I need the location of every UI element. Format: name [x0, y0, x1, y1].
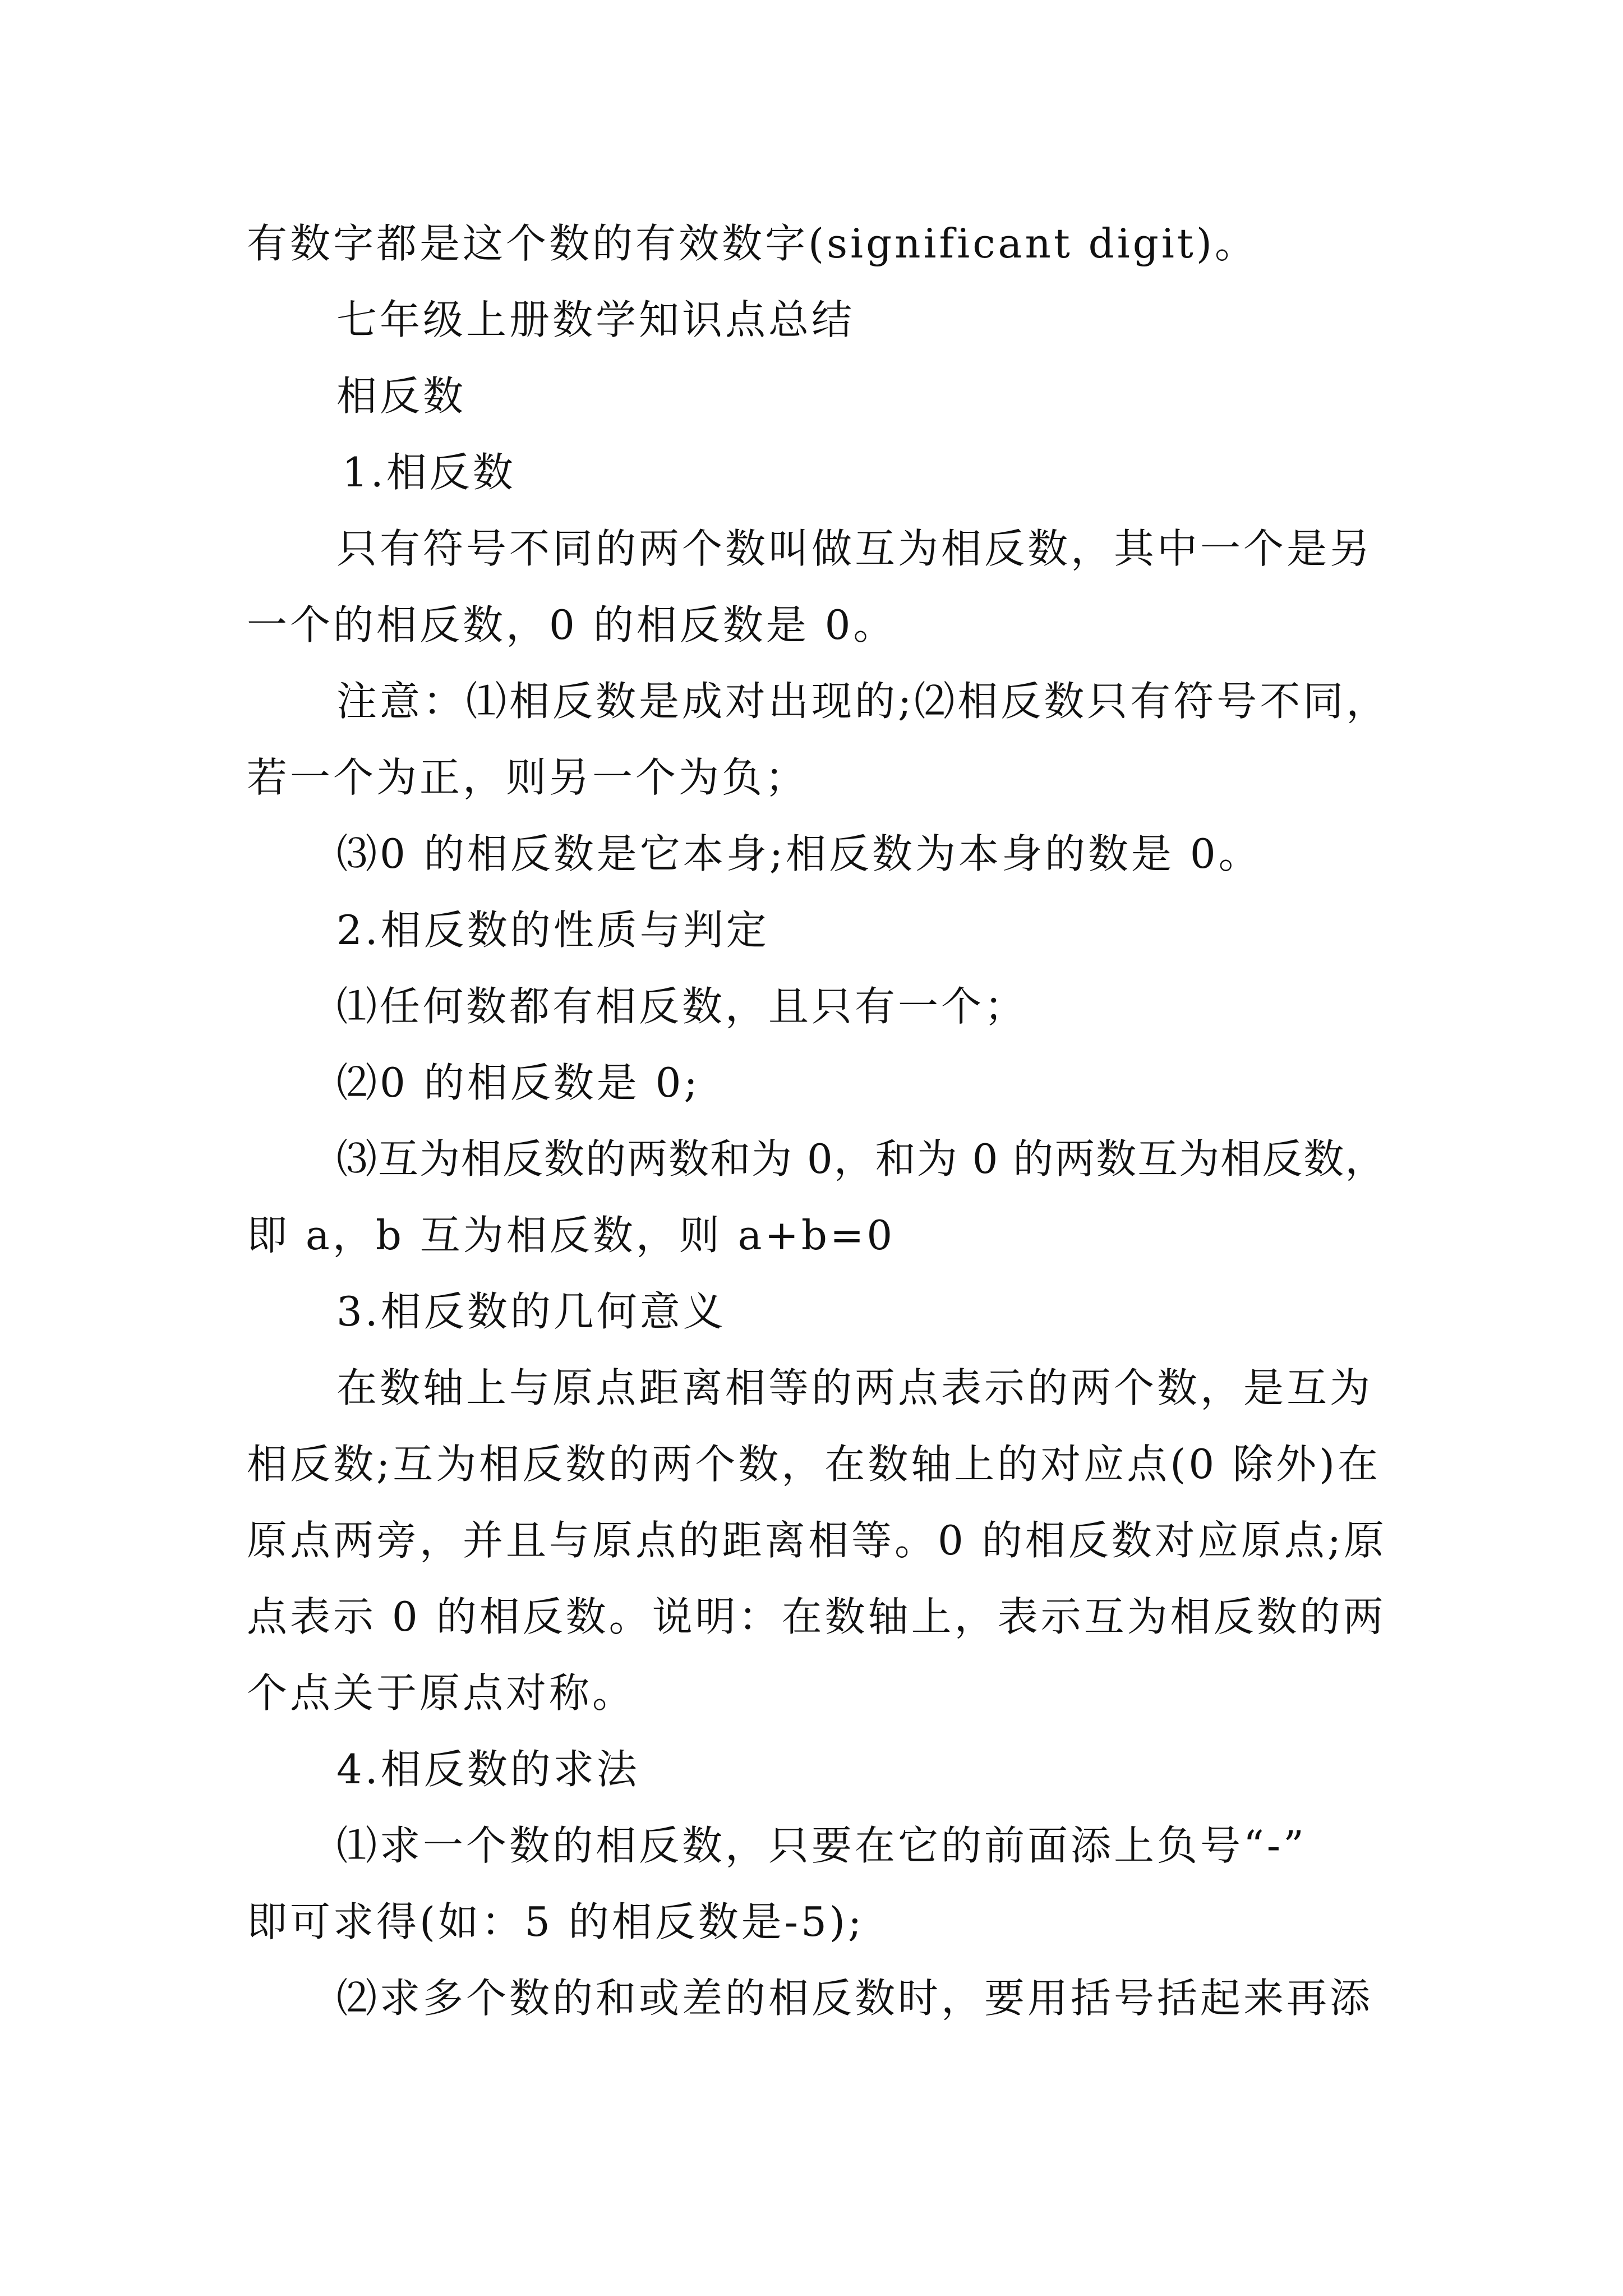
text-line: ⑵求多个数的和或差的相反数时，要用括号括起来再添	[336, 1975, 1373, 2022]
text-line: ⑵0 的相反数是 0;	[336, 1059, 700, 1106]
text-line: 即可求得(如：5 的相反数是-5);	[247, 1898, 865, 1945]
text-line: ⑶0 的相反数是它本身;相反数为本身的数是 0。	[336, 830, 1262, 877]
text-line: ⑴任何数都有相反数，且只有一个；	[336, 983, 1028, 1030]
text-line: 即 a，b 互为相反数，则 a+b=0	[247, 1212, 896, 1259]
section-title: 七年级上册数学知识点总结	[336, 296, 855, 343]
text-line: ⑶互为相反数的两数和为 0，和为 0 的两数互为相反数，	[336, 1135, 1387, 1182]
text-line: 点表示 0 的相反数。说明：在数轴上，表示互为相反数的两	[247, 1593, 1386, 1640]
heading: 相反数	[336, 372, 467, 420]
text-line: 只有符号不同的两个数叫做互为相反数，其中一个是另	[336, 525, 1373, 572]
subheading: 4.相反数的求法	[336, 1746, 640, 1793]
text-line: 若一个为正，则另一个为负；	[247, 754, 809, 801]
text-line: 相反数;互为相反数的两个数，在数轴上的对应点(0 除外)在	[247, 1441, 1381, 1488]
subheading: 2.相反数的性质与判定	[336, 907, 769, 954]
subheading: 1.相反数	[342, 449, 516, 496]
text-line: 注意：⑴相反数是成对出现的;⑵相反数只有符号不同，	[336, 678, 1390, 725]
text-line: 原点两旁，并且与原点的距离相等。0 的相反数对应原点;原	[247, 1517, 1387, 1564]
text-line: 一个的相反数，0 的相反数是 0。	[247, 601, 897, 648]
subheading: 3.相反数的几何意义	[336, 1288, 726, 1335]
text-line: ⑴求一个数的相反数，只要在它的前面添上负号“-”	[336, 1822, 1307, 1869]
text-line: 有数字都是这个数的有效数字(significant digit)。	[247, 220, 1258, 267]
text-line: 个点关于原点对称。	[247, 1669, 636, 1717]
text-line: 在数轴上与原点距离相等的两点表示的两个数，是互为	[336, 1364, 1373, 1411]
